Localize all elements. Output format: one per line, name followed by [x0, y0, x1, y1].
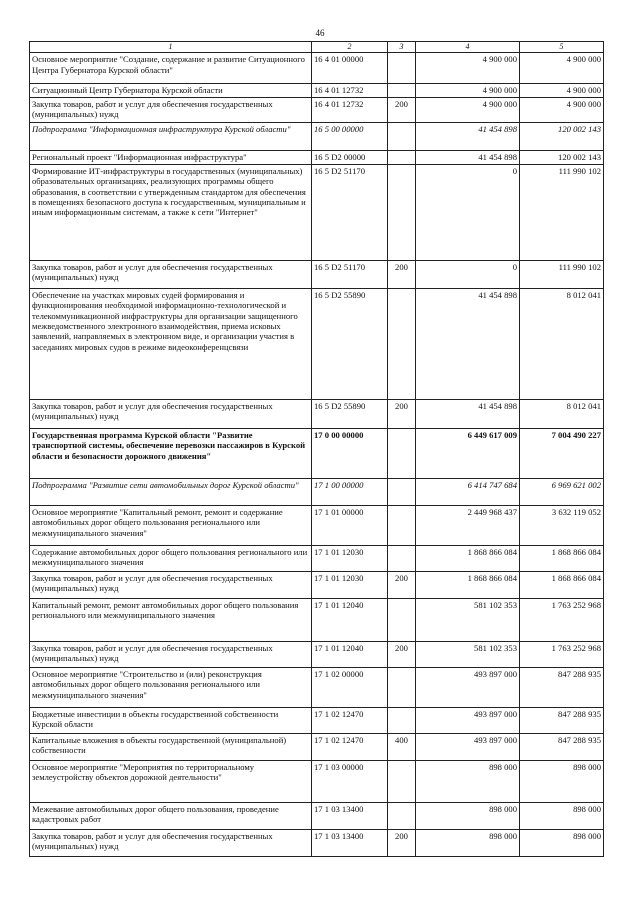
target-code-cell: 17 1 01 12030 — [312, 545, 388, 571]
expense-type-cell: 200 — [388, 260, 416, 288]
target-code-cell: 16 4 01 00000 — [312, 53, 388, 84]
row-name-cell: Капитальный ремонт, ремонт автомобильных дорог общего пользования регионального или межмуниципального значения — [30, 598, 312, 641]
expense-type-cell — [388, 53, 416, 84]
column-number-row — [30, 42, 604, 53]
expense-type-cell — [388, 478, 416, 505]
table-row — [30, 150, 604, 164]
amount-year2-cell: 8 012 041 — [520, 399, 604, 428]
amount-year2-cell: 120 002 143 — [520, 122, 604, 150]
expense-type-cell — [388, 802, 416, 829]
row-name-cell: Межевание автомобильных дорог общего пользования, проведение кадастровых работ — [30, 802, 312, 829]
target-code-cell: 16 5 D2 51170 — [312, 260, 388, 288]
row-name-cell: Основное мероприятие "Строительство и (или) реконструкция автомобильных дорог общего пользования регионального или межмуниципального значения" — [30, 667, 312, 707]
target-code-cell: 16 5 D2 00000 — [312, 150, 388, 164]
target-code-cell: 16 5 D2 55890 — [312, 288, 388, 399]
target-code-cell: 16 4 01 12732 — [312, 84, 388, 97]
amount-year2-cell: 898 000 — [520, 802, 604, 829]
amount-year2-cell: 1 868 866 084 — [520, 571, 604, 598]
expense-type-cell — [388, 760, 416, 802]
table-row — [30, 707, 604, 733]
row-name-cell: Основное мероприятие "Мероприятия по территориальному землеустройству объектов дорожной деятельности" — [30, 760, 312, 802]
table-row — [30, 53, 604, 84]
target-code-cell: 17 1 01 12030 — [312, 571, 388, 598]
table-row — [30, 428, 604, 478]
amount-year1-cell: 0 — [416, 260, 520, 288]
amount-year2-cell: 898 000 — [520, 760, 604, 802]
expense-type-cell: 200 — [388, 829, 416, 856]
amount-year1-cell: 898 000 — [416, 829, 520, 856]
amount-year1-cell: 0 — [416, 164, 520, 260]
amount-year1-cell: 41 454 898 — [416, 122, 520, 150]
target-code-cell: 16 4 01 12732 — [312, 97, 388, 122]
table-row — [30, 598, 604, 641]
amount-year2-cell: 847 288 935 — [520, 733, 604, 760]
amount-year1-cell: 493 897 000 — [416, 707, 520, 733]
expense-type-cell: 200 — [388, 571, 416, 598]
expense-type-cell — [388, 545, 416, 571]
amount-year1-cell: 6 414 747 684 — [416, 478, 520, 505]
expense-type-cell — [388, 84, 416, 97]
expense-type-cell: 200 — [388, 399, 416, 428]
column-number: 5 — [520, 42, 604, 53]
row-name-cell: Закупка товаров, работ и услуг для обеспечения государственных (муниципальных) нужд — [30, 829, 312, 856]
amount-year2-cell: 6 969 621 002 — [520, 478, 604, 505]
amount-year2-cell: 1 763 252 968 — [520, 641, 604, 667]
budget-table — [29, 41, 604, 857]
expense-type-cell — [388, 707, 416, 733]
column-number: 1 — [30, 42, 312, 53]
target-code-cell: 17 1 02 12470 — [312, 733, 388, 760]
amount-year1-cell: 493 897 000 — [416, 667, 520, 707]
table-row — [30, 399, 604, 428]
row-name-cell: Региональный проект "Информационная инфраструктура" — [30, 150, 312, 164]
target-code-cell: 16 5 D2 55890 — [312, 399, 388, 428]
amount-year2-cell: 120 002 143 — [520, 150, 604, 164]
amount-year1-cell: 6 449 617 009 — [416, 428, 520, 478]
amount-year1-cell: 581 102 353 — [416, 641, 520, 667]
amount-year1-cell: 41 454 898 — [416, 399, 520, 428]
amount-year2-cell: 1 868 866 084 — [520, 545, 604, 571]
expense-type-cell — [388, 667, 416, 707]
table-row — [30, 164, 604, 260]
target-code-cell: 17 1 00 00000 — [312, 478, 388, 505]
expense-type-cell — [388, 164, 416, 260]
amount-year1-cell: 4 900 000 — [416, 97, 520, 122]
amount-year2-cell: 847 288 935 — [520, 707, 604, 733]
amount-year2-cell: 3 632 119 052 — [520, 505, 604, 545]
expense-type-cell: 400 — [388, 733, 416, 760]
expense-type-cell — [388, 428, 416, 478]
row-name-cell: Капитальные вложения в объекты государственной (муниципальной) собственности — [30, 733, 312, 760]
table-row — [30, 84, 604, 97]
row-name-cell: Формирование ИТ-инфраструктуры в государственных (муниципальных) образовательных организациях, реализующих программы общего образования, в соответствии с утвержденным стандартом для обеспечения в помещениях безопасного доступа к государственным, муниципальным и иным информационным системам, а также к сети "Интернет" — [30, 164, 312, 260]
target-code-cell: 16 5 D2 51170 — [312, 164, 388, 260]
amount-year1-cell: 898 000 — [416, 760, 520, 802]
amount-year2-cell: 8 012 041 — [520, 288, 604, 399]
amount-year1-cell: 4 900 000 — [416, 84, 520, 97]
target-code-cell: 17 1 03 13400 — [312, 829, 388, 856]
target-code-cell: 17 1 01 00000 — [312, 505, 388, 545]
amount-year2-cell: 1 763 252 968 — [520, 598, 604, 641]
amount-year1-cell: 4 900 000 — [416, 53, 520, 84]
amount-year2-cell: 4 900 000 — [520, 97, 604, 122]
page-number: 46 — [315, 28, 325, 38]
row-name-cell: Бюджетные инвестиции в объекты государственной собственности Курской области — [30, 707, 312, 733]
table-row — [30, 733, 604, 760]
expense-type-cell — [388, 505, 416, 545]
amount-year1-cell: 1 868 866 084 — [416, 571, 520, 598]
amount-year1-cell: 493 897 000 — [416, 733, 520, 760]
column-number: 4 — [416, 42, 520, 53]
amount-year1-cell: 41 454 898 — [416, 288, 520, 399]
amount-year1-cell: 2 449 968 437 — [416, 505, 520, 545]
target-code-cell: 17 0 00 00000 — [312, 428, 388, 478]
row-name-cell: Содержание автомобильных дорог общего пользования регионального или межмуниципального значения — [30, 545, 312, 571]
table-row — [30, 802, 604, 829]
table-row — [30, 760, 604, 802]
amount-year2-cell: 4 900 000 — [520, 84, 604, 97]
row-name-cell: Государственная программа Курской области "Развитие транспортной системы, обеспечение перевозки пассажиров в Курской области и безопасности дорожного движения" — [30, 428, 312, 478]
table-row — [30, 260, 604, 288]
amount-year2-cell: 7 004 490 227 — [520, 428, 604, 478]
table-row — [30, 288, 604, 399]
row-name-cell: Основное мероприятие "Капитальный ремонт, ремонт и содержание автомобильных дорог общего пользования регионального или межмуниципального значения" — [30, 505, 312, 545]
amount-year2-cell: 898 000 — [520, 829, 604, 856]
table-row — [30, 829, 604, 856]
target-code-cell: 17 1 01 12040 — [312, 598, 388, 641]
table-row — [30, 667, 604, 707]
table-row — [30, 545, 604, 571]
table-row — [30, 478, 604, 505]
target-code-cell: 17 1 03 00000 — [312, 760, 388, 802]
expense-type-cell — [388, 288, 416, 399]
amount-year1-cell: 1 868 866 084 — [416, 545, 520, 571]
table-row — [30, 505, 604, 545]
row-name-cell: Ситуационный Центр Губернатора Курской области — [30, 84, 312, 97]
row-name-cell: Закупка товаров, работ и услуг для обеспечения государственных (муниципальных) нужд — [30, 260, 312, 288]
expense-type-cell: 200 — [388, 641, 416, 667]
amount-year2-cell: 111 990 102 — [520, 164, 604, 260]
target-code-cell: 17 1 02 12470 — [312, 707, 388, 733]
amount-year1-cell: 898 000 — [416, 802, 520, 829]
amount-year1-cell: 41 454 898 — [416, 150, 520, 164]
amount-year2-cell: 4 900 000 — [520, 53, 604, 84]
row-name-cell: Обеспечение на участках мировых судей формирования и функционирования необходимой информационно-технологической и телекоммуникационной инфраструктуры для организации защищенного межведомственного электронного взаимодействия, приема исковых заявлений, направляемых в электронном виде, и организации участия в заседаниях мировых судов в режиме видеоконференцсвязи — [30, 288, 312, 399]
row-name-cell: Подпрограмма "Развитие сети автомобильных дорог Курской области" — [30, 478, 312, 505]
amount-year1-cell: 581 102 353 — [416, 598, 520, 641]
expense-type-cell: 200 — [388, 97, 416, 122]
amount-year2-cell: 111 990 102 — [520, 260, 604, 288]
table-row — [30, 641, 604, 667]
row-name-cell: Закупка товаров, работ и услуг для обеспечения государственных (муниципальных) нужд — [30, 399, 312, 428]
row-name-cell: Закупка товаров, работ и услуг для обеспечения государственных (муниципальных) нужд — [30, 97, 312, 122]
target-code-cell: 17 1 01 12040 — [312, 641, 388, 667]
table-row — [30, 571, 604, 598]
row-name-cell: Подпрограмма "Информационная инфраструктура Курской области" — [30, 122, 312, 150]
table-row — [30, 97, 604, 122]
target-code-cell: 17 1 03 13400 — [312, 802, 388, 829]
target-code-cell: 16 5 00 00000 — [312, 122, 388, 150]
expense-type-cell — [388, 150, 416, 164]
column-number: 3 — [388, 42, 416, 53]
target-code-cell: 17 1 02 00000 — [312, 667, 388, 707]
expense-type-cell — [388, 598, 416, 641]
expense-type-cell — [388, 122, 416, 150]
table-row — [30, 122, 604, 150]
row-name-cell: Закупка товаров, работ и услуг для обеспечения государственных (муниципальных) нужд — [30, 641, 312, 667]
column-number: 2 — [312, 42, 388, 53]
row-name-cell: Закупка товаров, работ и услуг для обеспечения государственных (муниципальных) нужд — [30, 571, 312, 598]
amount-year2-cell: 847 288 935 — [520, 667, 604, 707]
row-name-cell: Основное мероприятие "Создание, содержание и развитие Ситуационного Центра Губернатора Курской области" — [30, 53, 312, 84]
